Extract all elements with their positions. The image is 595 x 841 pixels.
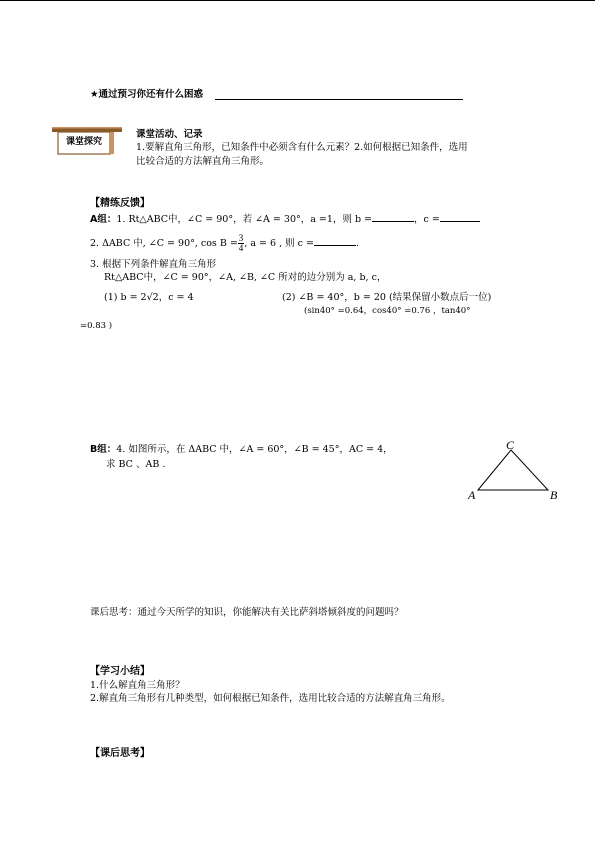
summary-heading: 【学习小结】: [90, 666, 150, 677]
triangle-abc: [478, 450, 548, 490]
summary-line-1: 1.什么解直角三角形？: [90, 680, 185, 691]
q2-c-blank[interactable]: [314, 245, 356, 246]
preview-question: ★通过预习你还有什么困惑: [90, 89, 204, 100]
star-icon: ★: [90, 89, 99, 100]
feedback-heading: 【精练反馈】: [90, 198, 150, 209]
preview-answer-line[interactable]: [215, 99, 463, 100]
activity-line-2: 比较合适的方法解直角三角形。: [136, 156, 270, 167]
classroom-explore-badge: [52, 124, 122, 156]
group-b-q4: B组：4. 如图所示，在 ΔABC 中，∠A = 60°，∠B = 45°，AC = 4，: [90, 444, 393, 455]
triangle-figure: [462, 436, 572, 506]
group-a-q3-part-1: (1) b = 2√2，c = 4: [104, 292, 194, 303]
vertex-c-label: C: [506, 438, 515, 452]
group-b-q4-ask: 求 BC 、AB .: [106, 459, 166, 470]
q1-c-blank[interactable]: [440, 221, 480, 222]
group-a-q1: A组：1. Rt△ABC中，∠C = 90°，若 ∠A = 30°，a =1，则 b = ，c =: [90, 213, 480, 226]
summary-line-2: 2.解直角三角形有几种类型，如何根据已知条件，选用比较合适的方法解直角三角形。: [90, 693, 451, 704]
page-top-rule: [0, 0, 595, 1]
group-a-q3-title: 3. 根据下列条件解直角三角形: [90, 259, 217, 270]
activity-line-1: 1.要解直角三角形，已知条件中必须含有什么元素？2.如何根据已知条件，选用: [136, 142, 468, 153]
group-b-label: B组：: [90, 444, 117, 455]
vertex-b-label: B: [550, 488, 558, 502]
reflection-question: 课后思考：通过今天所学的知识，你能解决有关比萨斜塔倾斜度的问题吗？: [90, 607, 404, 618]
badge-label: 课堂探究: [66, 137, 103, 147]
q1-b-blank[interactable]: [372, 221, 414, 222]
activity-heading: 课堂活动、记录: [136, 129, 203, 140]
after-class-heading: 【课后思考】: [90, 748, 150, 759]
group-a-q3-conditions: Rt△ABC中，∠C = 90°，∠A, ∠B, ∠C 所对的边分别为 a, b, c，: [104, 272, 387, 283]
group-a-label: A组：: [90, 214, 117, 225]
group-a-q3-part-2: (2) ∠B = 40°，b = 20 (结果保留小数点后一位): [282, 292, 492, 303]
group-a-q2: 2. ΔABC 中, ∠C = 90°, cos B = $\frac{3}{4}$ , a = 6 , 则 c = .: [90, 233, 359, 253]
cos-fraction: $\frac{3}{4}$: [238, 233, 244, 253]
group-a-q3-hint-end: =0.83 ): [80, 321, 113, 331]
vertex-a-label: A: [468, 488, 476, 502]
group-a-q3-hint: (sin40° =0.64，cos40° =0.76 ，tan40°: [304, 306, 471, 316]
